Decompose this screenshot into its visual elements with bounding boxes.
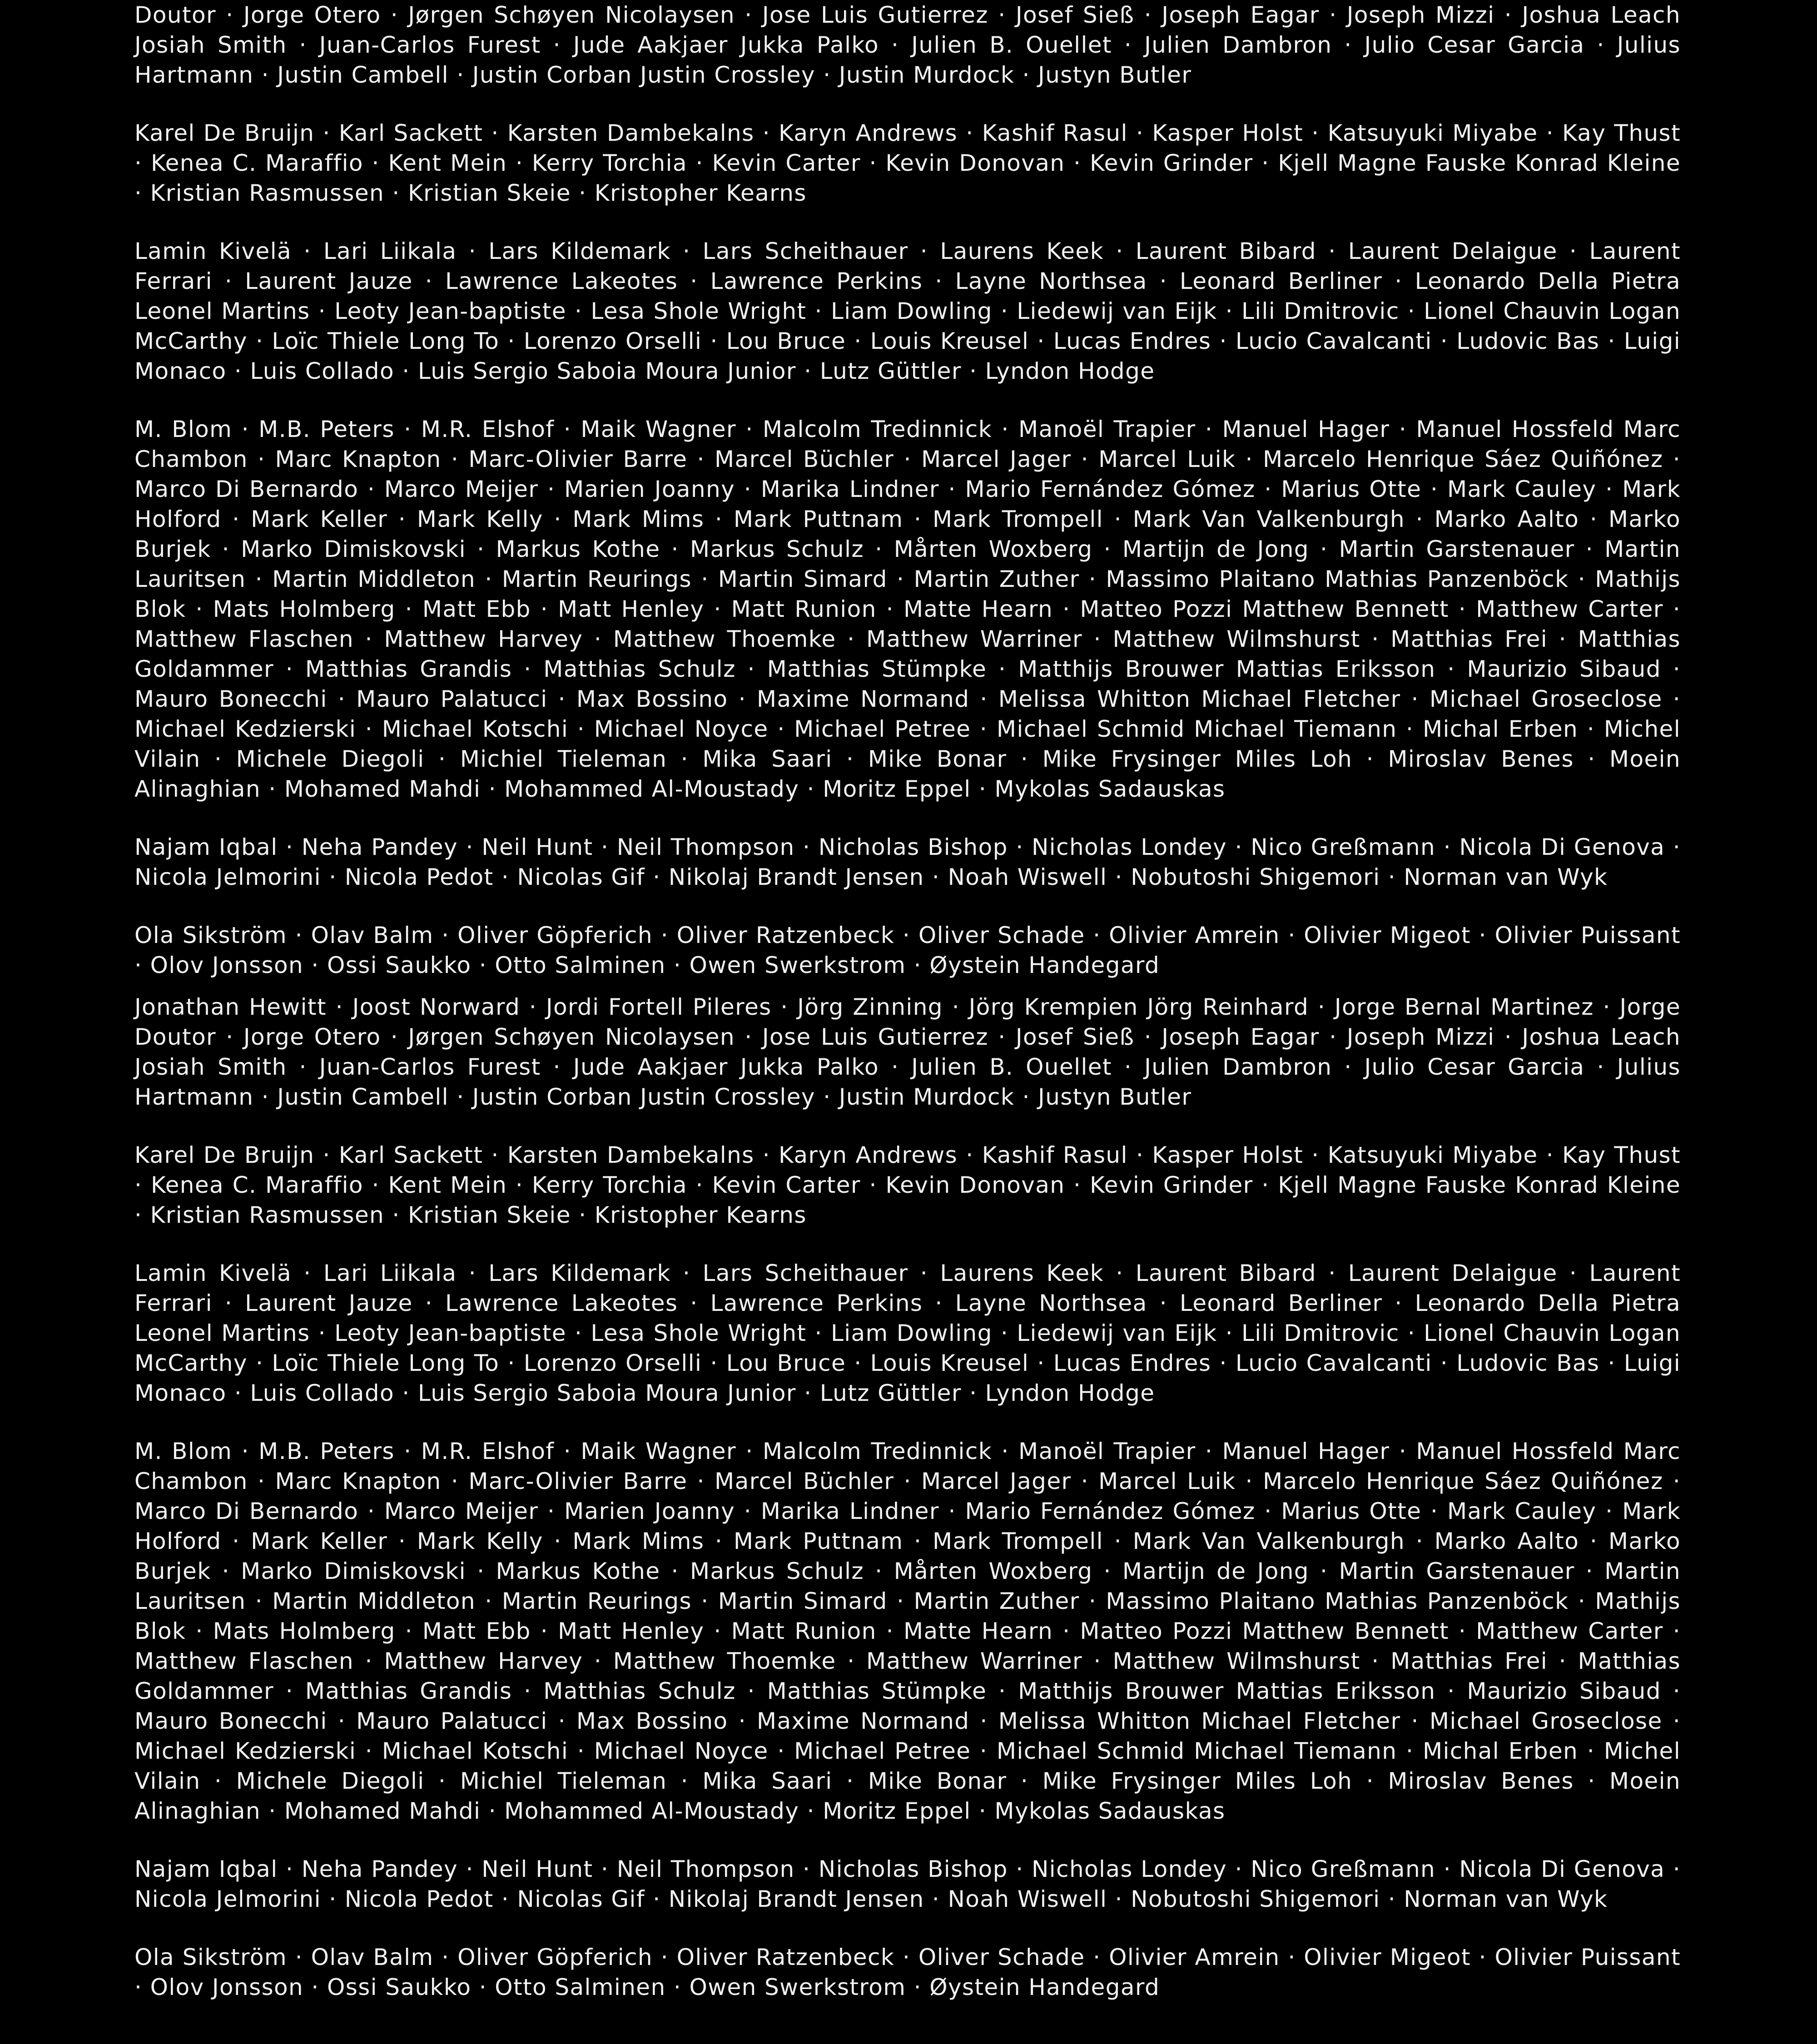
credits-paragraph-o: Ola Sikström · Olav Balm · Oliver Göpferich · Oliver Ratzenbeck · Oliver Schade · Olivier Amrein · Olivier Migeot · Olivier Puissant · Olov Jonsson · Ossi Saukko · Otto Salminen · Owen Swerkstrom · Øystein Handegard [134,1944,1681,2000]
credits-paragraph-n: Najam Iqbal · Neha Pandey · Neil Hunt · Neil Thompson · Nicholas Bishop · Nicholas Londey · Nico Greßmann · Nicola Di Genova · Nicola Jelmorini · Nicola Pedot · Nicolas Gif · Nikolaj Brandt Jensen · Noah Wiswell · Nobutoshi Shigemori · Norman van Wyk [134,1856,1681,1912]
credits-paragraph-l: Lamin Kivelä · Lari Liikala · Lars Kildemark · Lars Scheithauer · Laurens Keek · Laurent Bibard · Laurent Delaigue · Laurent Ferrari · Laurent Jauze · Lawrence Lakeotes · Lawrence Perkins · Layne Northsea · Leonard Berliner · Leonardo Della Pietra Leonel Martins · Leoty Jean-baptiste · Lesa Shole Wright · Liam Dowling · Liedewij van Eijk · Lili Dmitrovic · Lionel Chauvin Logan McCarthy · Loïc Thiele Long To · Lorenzo Orselli · Lou Bruce · Louis Kreusel · Lucas Endres · Lucio Cavalcanti · Ludovic Bas · Luigi Monaco · Luis Collado · Luis Sergio Saboia Moura Junior · Lutz Güttler · Lyndon Hodge [134,1260,1681,1406]
credits-text-block [134,0,1681,980]
credits-paragraph-o: Ola Sikström · Olav Balm · Oliver Göpferich · Oliver Ratzenbeck · Oliver Schade · Olivier Amrein · Olivier Migeot · Olivier Puissant · Olov Jonsson · Ossi Saukko · Otto Salminen · Owen Swerkstrom · Øystein Handegard [134,922,1681,978]
credits-paragraph-m: M. Blom · M.B. Peters · M.R. Elshof · Maik Wagner · Malcolm Tredinnick · Manoël Trapier · Manuel Hager · Manuel Hossfeld Marc Chambon · Marc Knapton · Marc-Olivier Barre · Marcel Büchler · Marcel Jager · Marcel Luik · Marcelo Henrique Sáez Quiñónez · Marco Di Bernardo · Marco Meijer · Marien Joanny · Marika Lindner · Mario Fernández Gómez · Marius Otte · Mark Cauley · Mark Holford · Mark Keller · Mark Kelly · Mark Mims · Mark Puttnam · Mark Trompell · Mark Van Valkenburgh · Marko Aalto · Marko Burjek · Marko Dimiskovski · Markus Kothe · Markus Schulz · Mårten Woxberg · Martijn de Jong · Martin Garstenauer · Martin Lauritsen · Martin Middleton · Martin Reurings · Martin Simard · Martin Zuther · Massimo Plaitano Mathias Panzenböck · Mathijs Blok · Mats Holmberg · Matt Ebb · Matt Henley · Matt Runion · Matte Hearn · Matteo Pozzi Matthew Bennett · Matthew Carter · Matthew Flaschen · Matthew Harvey · Matthew Thoemke · Matthew Warriner · Matthew Wilmshurst · Matthias Frei · Matthias Goldammer · Matthias Grandis · Matthias Schulz · Matthias Stümpke · Matthijs Brouwer Mattias Eriksson · Maurizio Sibaud · Mauro Bonecchi · Mauro Palatucci · Max Bossino · Maxime Normand · Melissa Whitton Michael Fletcher · Michael Groseclose · Michael Kedzierski · Michael Kotschi · Michael Noyce · Michael Petree · Michael Schmid Michael Tiemann · Michal Erben · Michel Vilain · Michele Diegoli · Michiel Tieleman · Mika Saari · Mike Bonar · Mike Frysinger Miles Loh · Miroslav Benes · Moein Alinaghian · Mohamed Mahdi · Mohammed Al-Moustady · Moritz Eppel · Mykolas Sadauskas [134,416,1681,802]
credits-paragraph-k: Karel De Bruijn · Karl Sackett · Karsten Dambekalns · Karyn Andrews · Kashif Rasul · Kasper Holst · Katsuyuki Miyabe · Kay Thust · Kenea C. Maraffio · Kent Mein · Kerry Torchia · Kevin Carter · Kevin Donovan · Kevin Grinder · Kjell Magne Fauske Konrad Kleine · Kristian Rasmussen · Kristian Skeie · Kristopher Kearns [134,120,1681,206]
credits-paragraph-l: Lamin Kivelä · Lari Liikala · Lars Kildemark · Lars Scheithauer · Laurens Keek · Laurent Bibard · Laurent Delaigue · Laurent Ferrari · Laurent Jauze · Lawrence Lakeotes · Lawrence Perkins · Layne Northsea · Leonard Berliner · Leonardo Della Pietra Leonel Martins · Leoty Jean-baptiste · Lesa Shole Wright · Liam Dowling · Liedewij van Eijk · Lili Dmitrovic · Lionel Chauvin Logan McCarthy · Loïc Thiele Long To · Lorenzo Orselli · Lou Bruce · Louis Kreusel · Lucas Endres · Lucio Cavalcanti · Ludovic Bas · Luigi Monaco · Luis Collado · Luis Sergio Saboia Moura Junior · Lutz Güttler · Lyndon Hodge [134,238,1681,384]
credits-paragraph-n: Najam Iqbal · Neha Pandey · Neil Hunt · Neil Thompson · Nicholas Bishop · Nicholas Londey · Nico Greßmann · Nicola Di Genova · Nicola Jelmorini · Nicola Pedot · Nicolas Gif · Nikolaj Brandt Jensen · Noah Wiswell · Nobutoshi Shigemori · Norman van Wyk [134,834,1681,890]
credits-text-block [134,992,1681,2002]
credits-paragraph-j: Jonathan Hewitt · Joost Norward · Jordi Fortell Pileres · Jörg Zinning · Jörg Krempien Jörg Reinhard · Jorge Bernal Martinez · Jorge Doutor · Jorge Otero · Jørgen Schøyen Nicolaysen · Jose Luis Gutierrez · Josef Sieß · Joseph Eagar · Joseph Mizzi · Joshua Leach Josiah Smith · Juan-Carlos Furest · Jude Aakjaer Jukka Palko · Julien B. Ouellet · Julien Dambron · Julio Cesar Garcia · Julius Hartmann · Justin Cambell · Justin Corban Justin Crossley · Justin Murdock · Justyn Butler [134,994,1681,1110]
credits-paragraph-k: Karel De Bruijn · Karl Sackett · Karsten Dambekalns · Karyn Andrews · Kashif Rasul · Kasper Holst · Katsuyuki Miyabe · Kay Thust · Kenea C. Maraffio · Kent Mein · Kerry Torchia · Kevin Carter · Kevin Donovan · Kevin Grinder · Kjell Magne Fauske Konrad Kleine · Kristian Rasmussen · Kristian Skeie · Kristopher Kearns [134,1142,1681,1228]
credits-paragraph-m: M. Blom · M.B. Peters · M.R. Elshof · Maik Wagner · Malcolm Tredinnick · Manoël Trapier · Manuel Hager · Manuel Hossfeld Marc Chambon · Marc Knapton · Marc-Olivier Barre · Marcel Büchler · Marcel Jager · Marcel Luik · Marcelo Henrique Sáez Quiñónez · Marco Di Bernardo · Marco Meijer · Marien Joanny · Marika Lindner · Mario Fernández Gómez · Marius Otte · Mark Cauley · Mark Holford · Mark Keller · Mark Kelly · Mark Mims · Mark Puttnam · Mark Trompell · Mark Van Valkenburgh · Marko Aalto · Marko Burjek · Marko Dimiskovski · Markus Kothe · Markus Schulz · Mårten Woxberg · Martijn de Jong · Martin Garstenauer · Martin Lauritsen · Martin Middleton · Martin Reurings · Martin Simard · Martin Zuther · Massimo Plaitano Mathias Panzenböck · Mathijs Blok · Mats Holmberg · Matt Ebb · Matt Henley · Matt Runion · Matte Hearn · Matteo Pozzi Matthew Bennett · Matthew Carter · Matthew Flaschen · Matthew Harvey · Matthew Thoemke · Matthew Warriner · Matthew Wilmshurst · Matthias Frei · Matthias Goldammer · Matthias Grandis · Matthias Schulz · Matthias Stümpke · Matthijs Brouwer Mattias Eriksson · Maurizio Sibaud · Mauro Bonecchi · Mauro Palatucci · Max Bossino · Maxime Normand · Melissa Whitton Michael Fletcher · Michael Groseclose · Michael Kedzierski · Michael Kotschi · Michael Noyce · Michael Petree · Michael Schmid Michael Tiemann · Michal Erben · Michel Vilain · Michele Diegoli · Michiel Tieleman · Mika Saari · Mike Bonar · Mike Frysinger Miles Loh · Miroslav Benes · Moein Alinaghian · Mohamed Mahdi · Mohammed Al-Moustady · Moritz Eppel · Mykolas Sadauskas [134,1438,1681,1824]
credits-paragraph-j: Doutor · Jorge Otero · Jørgen Schøyen Nicolaysen · Jose Luis Gutierrez · Josef Sieß · Joseph Eagar · Joseph Mizzi · Joshua Leach Josiah Smith · Juan-Carlos Furest · Jude Aakjaer Jukka Palko · Julien B. Ouellet · Julien Dambron · Julio Cesar Garcia · Julius Hartmann · Justin Cambell · Justin Corban Justin Crossley · Justin Murdock · Justyn Butler [134,2,1681,88]
credits-panel-bottom [0,994,1817,2044]
